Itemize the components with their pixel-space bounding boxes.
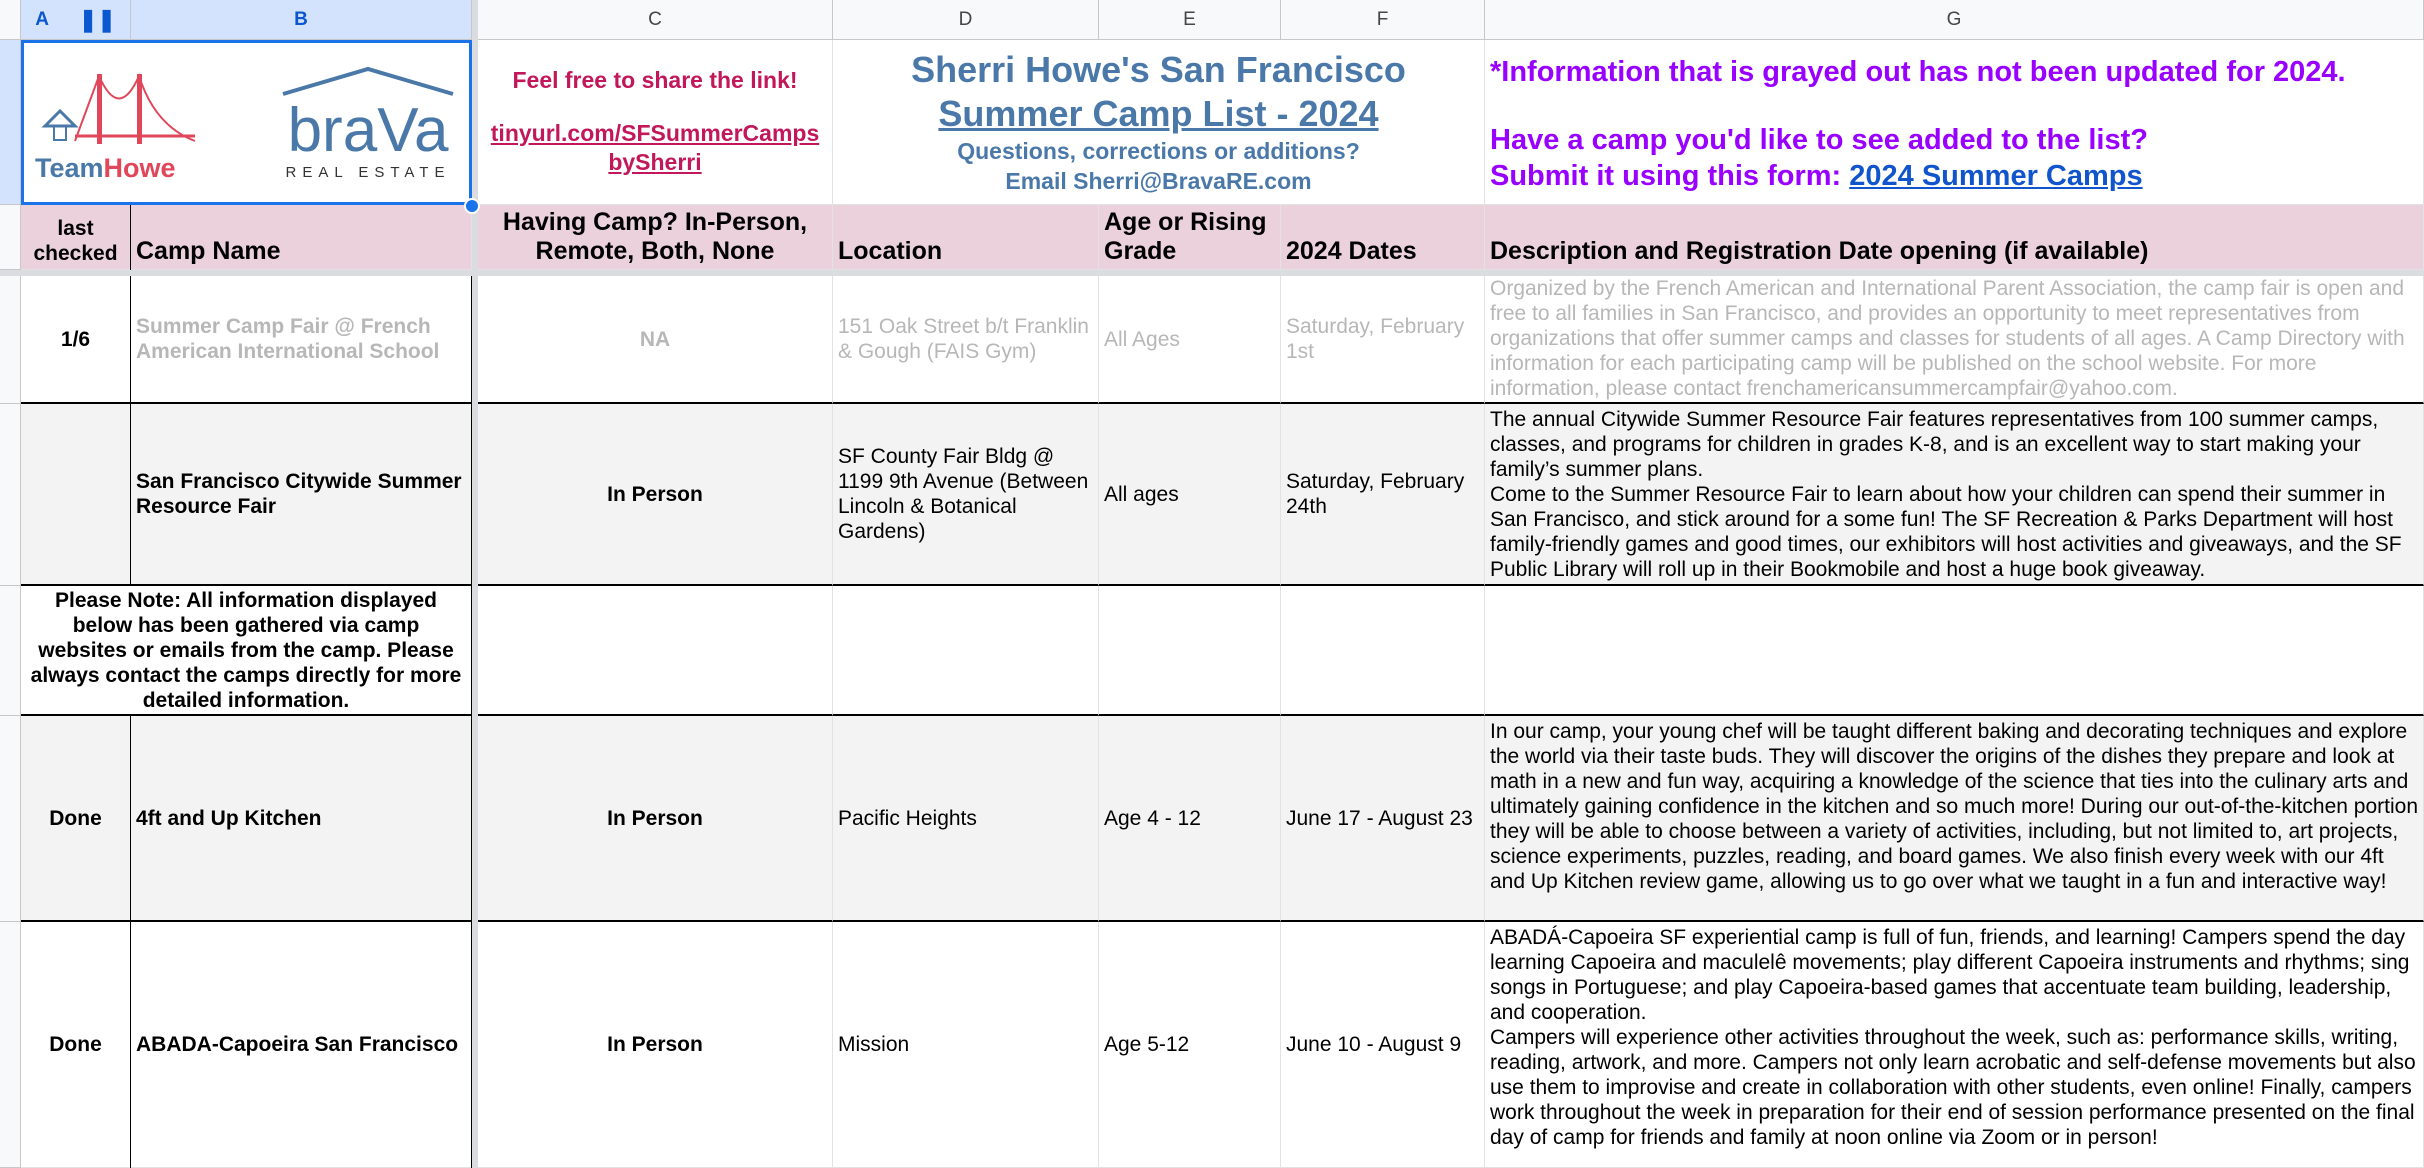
row-4ft-name[interactable]: 4ft and Up Kitchen: [131, 716, 472, 922]
row-abada-age[interactable]: Age 5-12: [1099, 922, 1281, 1168]
header-age[interactable]: Age or Rising Grade: [1099, 205, 1281, 270]
row-4ft-checked[interactable]: Done: [21, 716, 131, 922]
row-abada-name[interactable]: ABADA-Capoeira San Francisco: [131, 922, 472, 1168]
row-4ft-location[interactable]: Pacific Heights: [833, 716, 1099, 922]
share-link[interactable]: tinyurl.com/SFSummerCamps bySherri: [490, 119, 820, 175]
share-text: Feel free to share the link!: [512, 66, 798, 93]
row-header-7[interactable]: [0, 922, 21, 1168]
row-citywide-name[interactable]: San Francisco Citywide Summer Resource Fair: [131, 404, 472, 586]
row-4ft-mode[interactable]: In Person: [478, 716, 833, 922]
submit-form-text: Submit it using this form:: [1490, 160, 1850, 192]
row-citywide-checked[interactable]: [21, 404, 131, 586]
header-dates[interactable]: 2024 Dates: [1281, 205, 1485, 270]
row-header-1[interactable]: [0, 40, 21, 205]
logo-team-text: Team: [35, 153, 104, 183]
logo-realestate-text: REAL ESTATE: [285, 164, 451, 181]
row-abada-checked[interactable]: Done: [21, 922, 131, 1168]
logo-cell[interactable]: [21, 40, 472, 205]
header-last-checked[interactable]: last checked: [21, 205, 131, 270]
header-camp-name[interactable]: Camp Name: [131, 205, 472, 270]
row-abada-dates[interactable]: June 10 - August 9: [1281, 922, 1485, 1168]
email-text: Email Sherri@BravaRE.com: [1005, 168, 1312, 194]
header-description[interactable]: Description and Registration Date opening (if available): [1485, 205, 2424, 270]
empty-cell[interactable]: [478, 586, 833, 716]
empty-cell[interactable]: [1281, 586, 1485, 716]
please-note-cell[interactable]: Please Note: All information displayed below has been gathered via camp websites or emails from the camp. Please always contact the camps directly for more detailed information.: [21, 586, 472, 716]
grayed-out-notice: *Information that is grayed out has not been updated for 2024.: [1490, 56, 2346, 88]
row-header-2[interactable]: [0, 205, 21, 270]
row-header-4[interactable]: [0, 404, 21, 586]
row-camp-fair-age[interactable]: All Ages: [1099, 276, 1281, 404]
page-title-year: Summer Camp List - 2024: [938, 93, 1379, 134]
row-citywide-location[interactable]: SF County Fair Bldg @ 1199 9th Avenue (Between Lincoln & Botanical Gardens): [833, 404, 1099, 586]
row-header-3[interactable]: [0, 276, 21, 404]
row-4ft-description[interactable]: In our camp, your young chef will be taught different baking and decorating techniques and explore the world via their taste buds. They will discover the origins of the dishes they prepare and look at math in a new and fun way, acquiring a knowledge of the science that ties into the culinary arts and ultimately gaining confidence in the kitchen and so much more! During our out-of-the-kitchen portion they will be able to choose between a variety of activities, including, but not limited to, art projects, science experiments, puzzles, reading, and board games. We also finish every week with our 4ft and Up Kitchen review game, allowing us to go over what we taught in a fun and interactive way!: [1485, 716, 2424, 922]
column-header-e[interactable]: E: [1099, 0, 1281, 40]
teamhowe-logo: [35, 66, 205, 186]
logo-howe-text: Howe: [103, 153, 176, 183]
description-paragraph: ABADÁ-Capoeira SF experiential camp is full of fun, friends, and learning! Campers spend the day learning Capoeira and maculelê movements; play different Capoeira instruments and rhythms; sing songs in Portuguese; and play Capoeira-based games that accentuate team building, leadership, and cooperation.: [1490, 926, 2410, 1024]
row-abada-description[interactable]: [1485, 922, 2424, 1168]
row-citywide-age[interactable]: All ages: [1099, 404, 1281, 586]
column-header-g[interactable]: G: [1485, 0, 2424, 40]
row-abada-mode[interactable]: In Person: [478, 922, 833, 1168]
notice-cell[interactable]: [1485, 40, 2424, 205]
questions-text: Questions, corrections or additions?: [957, 138, 1360, 164]
empty-cell[interactable]: [1099, 586, 1281, 716]
frozen-row-divider[interactable]: [0, 270, 2424, 276]
select-all-corner[interactable]: [0, 0, 21, 40]
row-4ft-age[interactable]: Age 4 - 12: [1099, 716, 1281, 922]
column-header-a-label: A: [35, 8, 49, 30]
row-camp-fair-mode[interactable]: NA: [478, 276, 833, 404]
column-header-b[interactable]: B: [131, 0, 472, 40]
description-paragraph: Campers will experience other activities throughout the week, such as: performance skills, writing, reading, artwork, and more. Campers not only learn acrobatic and self-defense movements but also use them to improvise and create in collaboration with other students, even online! Finally, campers work throughout the week in preparation for their end of session performance presented on the final day of camp for friends and family at noon online via Zoom or in person!: [1490, 1026, 2416, 1149]
column-header-f[interactable]: F: [1281, 0, 1485, 40]
brava-logo: [273, 66, 463, 186]
empty-cell[interactable]: [833, 586, 1099, 716]
column-border: [130, 716, 131, 1168]
header-location[interactable]: Location: [833, 205, 1099, 270]
description-paragraph: The annual Citywide Summer Resource Fair features representatives from 100 summer camps, classes, and programs for children in grades K-8, and is an excellent way to start making your family’s summer plans.: [1490, 408, 2379, 481]
empty-cell[interactable]: [1485, 586, 2424, 716]
roof-icon: [273, 66, 463, 96]
row-camp-fair-dates[interactable]: Saturday, February 1st: [1281, 276, 1485, 404]
row-abada-location[interactable]: Mission: [833, 922, 1099, 1168]
column-resize-handle-icon[interactable]: ❚❚: [78, 6, 116, 32]
page-title: Sherri Howe's San Francisco: [911, 49, 1406, 90]
column-header-d[interactable]: D: [833, 0, 1099, 40]
column-border: [130, 205, 131, 270]
column-header-a[interactable]: [21, 0, 131, 40]
logo-brava-text: braVa: [287, 96, 449, 165]
description-paragraph: Come to the Summer Resource Fair to learn about how your children can spend their summer in San Francisco, and stick around for a some fun! The SF Recreation & Parks Department will host family-friendly games and good times, our exhibitors will host activities and giveaways, and the SF Public Library will roll up in their Bookmobile and host a huge book giveaway.: [1490, 483, 2402, 581]
row-camp-fair-description[interactable]: Organized by the French American and International Parent Association, the camp fair is open and free to all families in San Francisco, and provides an opportunity to meet representatives from organizations that offer summer camps and classes for students of all ages. A Camp Directory with information for each participating camp will be published on the school website. For more information, please contact frenchamericansummercampfair@yahoo.com.: [1485, 276, 2424, 404]
add-camp-question: Have a camp you'd like to see added to the list?: [1490, 124, 2148, 156]
row-4ft-dates[interactable]: June 17 - August 23: [1281, 716, 1485, 922]
row-citywide-dates[interactable]: Saturday, February 24th: [1281, 404, 1485, 586]
title-cell[interactable]: [833, 40, 1485, 205]
golden-gate-bridge-icon: [35, 66, 205, 156]
column-header-c[interactable]: C: [478, 0, 833, 40]
row-citywide-mode[interactable]: In Person: [478, 404, 833, 586]
summer-camps-form-link[interactable]: 2024 Summer Camps: [1849, 160, 2143, 192]
row-citywide-description[interactable]: [1485, 404, 2424, 586]
frozen-column-divider[interactable]: [472, 0, 478, 1168]
share-cell[interactable]: [478, 40, 833, 205]
row-camp-fair-location[interactable]: 151 Oak Street b/t Franklin & Gough (FAIS Gym): [833, 276, 1099, 404]
row-header-6[interactable]: [0, 716, 21, 922]
header-having-camp[interactable]: Having Camp? In-Person, Remote, Both, None: [478, 205, 833, 270]
row-camp-fair-checked[interactable]: 1/6: [21, 276, 131, 404]
column-border: [130, 276, 131, 586]
row-header-5[interactable]: [0, 586, 21, 716]
row-camp-fair-name[interactable]: Summer Camp Fair @ French American International School: [131, 276, 472, 404]
fill-handle[interactable]: [464, 198, 480, 214]
